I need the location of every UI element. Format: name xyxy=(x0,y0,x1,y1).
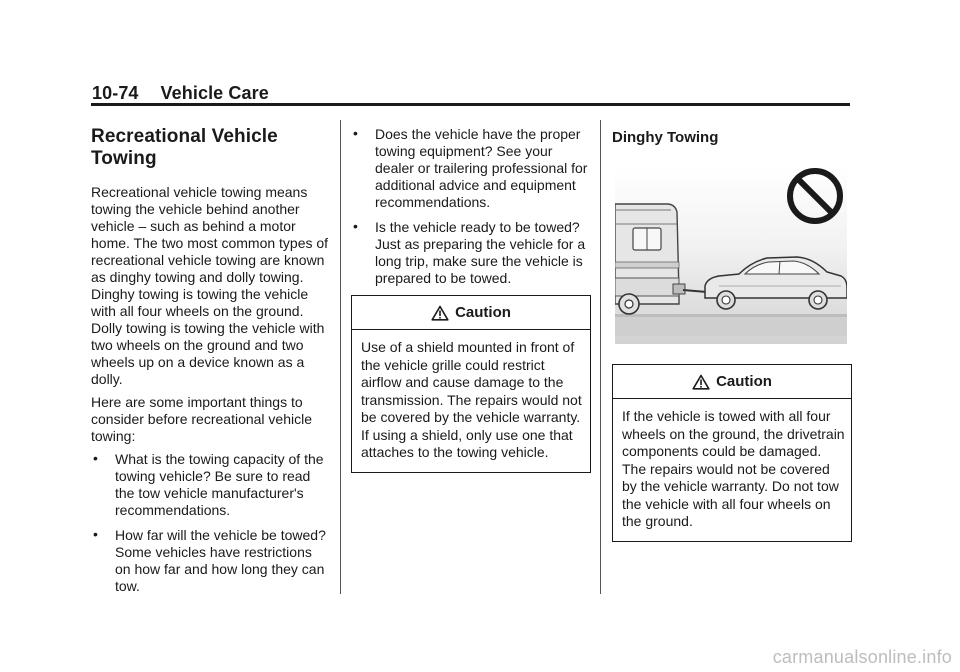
caution-text: Use of a shield mounted in front of the vehicle grille could restrict airflow and cause damage to the transmission. The repairs would not be covered by the vehicle warranty. If using a shield, only use one that attaches to the towing vehicle. xyxy=(361,339,582,460)
intro-paragraph: Recreational vehicle towing means towing the vehicle behind another vehicle – such as behind a motor home. The two most common types of recreational vehicle towing are known as dinghy towing and dolly towing. Dinghy towing is towing the vehicle with all four wheels on the ground. Dolly towing is towing the vehicle with two wheels on the ground and two wheels up on a device known as a dolly. xyxy=(91,184,329,387)
caution-box-dinghy xyxy=(612,364,852,542)
list-item: • Is the vehicle ready to be towed? Just as preparing the vehicle for a long trip, make sure the vehicle is prepared to be towed. xyxy=(351,219,591,287)
header-rule xyxy=(91,103,850,106)
page-number: 10-74 xyxy=(92,83,139,103)
column-3 xyxy=(612,126,852,542)
warning-triangle-icon xyxy=(692,374,710,390)
caution-title: Caution xyxy=(716,373,772,390)
consider-paragraph: Here are some important things to consider before recreational vehicle towing: xyxy=(91,394,313,444)
list-item: • How far will the vehicle be towed? Some vehicles have restrictions on how far and how long they can tow. xyxy=(91,527,331,595)
column-divider-2 xyxy=(600,120,601,594)
motor-home-graphic xyxy=(615,204,685,314)
caution-text: If the vehicle is towed with all four wheels on the ground, the drivetrain components could be damaged. The repairs would not be covered by the vehicle warranty. Do not tow the vehicle with all four wheels on the ground. xyxy=(622,408,845,529)
section-heading: Recreational Vehicle Towing xyxy=(91,126,278,169)
list-item: • Does the vehicle have the proper towing equipment? See your dealer or trailering professional for additional advice and equipment recommendations. xyxy=(351,126,591,211)
subsection-heading: Dinghy Towing xyxy=(612,129,719,146)
list-item: • What is the towing capacity of the towing vehicle? Be sure to read the tow vehicle manufacturer's recommendations. xyxy=(91,451,331,519)
watermark: carmanualsonline.info xyxy=(772,647,952,667)
caution-header xyxy=(613,365,851,399)
considerations-list-continued xyxy=(351,126,591,287)
caution-box-shield xyxy=(351,295,591,473)
caution-header xyxy=(352,296,590,330)
warning-triangle-icon xyxy=(431,305,449,321)
column-divider-1 xyxy=(340,120,341,594)
dinghy-towing-illustration xyxy=(615,166,847,344)
caution-title: Caution xyxy=(455,304,511,321)
section-title: Vehicle Care xyxy=(160,83,269,103)
considerations-list xyxy=(91,451,331,595)
page-header xyxy=(92,83,269,104)
column-2 xyxy=(351,126,591,473)
column-1 xyxy=(91,126,331,603)
